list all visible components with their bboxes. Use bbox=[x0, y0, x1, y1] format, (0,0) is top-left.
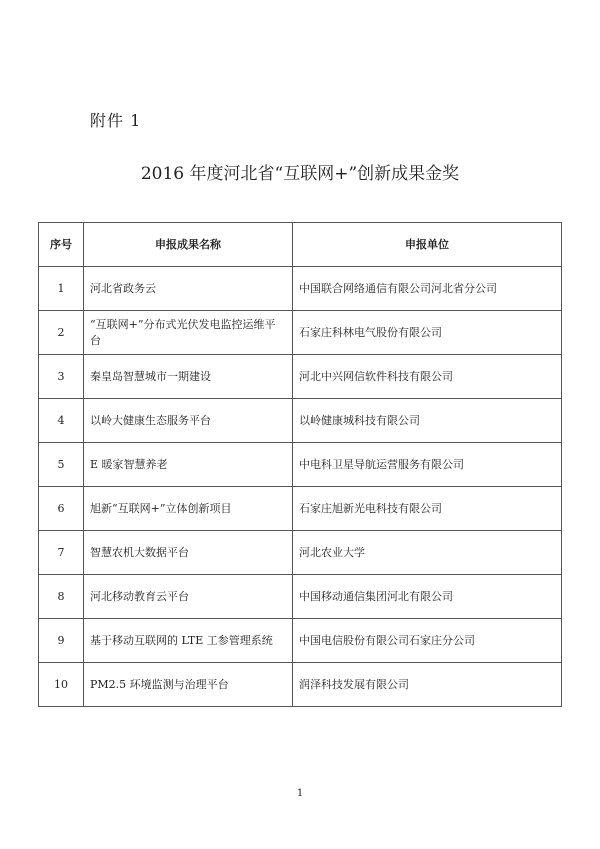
row-name: 智慧农机大数据平台 bbox=[84, 531, 293, 575]
table-row bbox=[39, 355, 562, 399]
row-name: 河北省政务云 bbox=[84, 267, 293, 311]
row-org: 中电科卫星导航运营服务有限公司 bbox=[293, 443, 562, 487]
row-name: “互联网+”分布式光伏发电监控运维平台 bbox=[84, 311, 293, 355]
row-org: 润泽科技发展有限公司 bbox=[293, 663, 562, 707]
row-no: 2 bbox=[39, 311, 84, 355]
row-no: 9 bbox=[39, 619, 84, 663]
row-name: PM2.5 环境监测与治理平台 bbox=[84, 663, 293, 707]
row-no: 7 bbox=[39, 531, 84, 575]
table-row bbox=[39, 487, 562, 531]
row-no: 4 bbox=[39, 399, 84, 443]
table-row bbox=[39, 575, 562, 619]
table-header-row bbox=[39, 223, 562, 267]
header-org: 申报单位 bbox=[293, 223, 562, 267]
row-org: 河北农业大学 bbox=[293, 531, 562, 575]
row-name: 基于移动互联网的 LTE 工参管理系统 bbox=[84, 619, 293, 663]
row-org: 河北中兴网信软件科技有限公司 bbox=[293, 355, 562, 399]
table-row bbox=[39, 443, 562, 487]
header-no: 序号 bbox=[39, 223, 84, 267]
table-row bbox=[39, 531, 562, 575]
table-row bbox=[39, 311, 562, 355]
page-number: 1 bbox=[296, 788, 304, 799]
table-row bbox=[39, 267, 562, 311]
row-org: 中国移动通信集团河北有限公司 bbox=[293, 575, 562, 619]
row-name: E 暖家智慧养老 bbox=[84, 443, 293, 487]
row-no: 6 bbox=[39, 487, 84, 531]
row-name: 秦皇岛智慧城市一期建设 bbox=[84, 355, 293, 399]
table-row bbox=[39, 663, 562, 707]
row-no: 10 bbox=[39, 663, 84, 707]
row-org: 石家庄旭新光电科技有限公司 bbox=[293, 487, 562, 531]
row-name: 旭新“互联网+”立体创新项目 bbox=[84, 487, 293, 531]
row-no: 8 bbox=[39, 575, 84, 619]
award-table bbox=[38, 222, 562, 707]
document-title: 2016 年度河北省“互联网+”创新成果金奖 bbox=[140, 164, 460, 184]
row-name: 河北移动教育云平台 bbox=[84, 575, 293, 619]
row-no: 5 bbox=[39, 443, 84, 487]
row-org: 石家庄科林电气股份有限公司 bbox=[293, 311, 562, 355]
table-row bbox=[39, 619, 562, 663]
row-no: 3 bbox=[39, 355, 84, 399]
row-org: 以岭健康城科技有限公司 bbox=[293, 399, 562, 443]
row-name: 以岭大健康生态服务平台 bbox=[84, 399, 293, 443]
attachment-label: 附件 1 bbox=[90, 111, 142, 130]
row-org: 中国联合网络通信有限公司河北省分公司 bbox=[293, 267, 562, 311]
row-no: 1 bbox=[39, 267, 84, 311]
table-row bbox=[39, 399, 562, 443]
header-name: 申报成果名称 bbox=[84, 223, 293, 267]
row-org: 中国电信股份有限公司石家庄分公司 bbox=[293, 619, 562, 663]
